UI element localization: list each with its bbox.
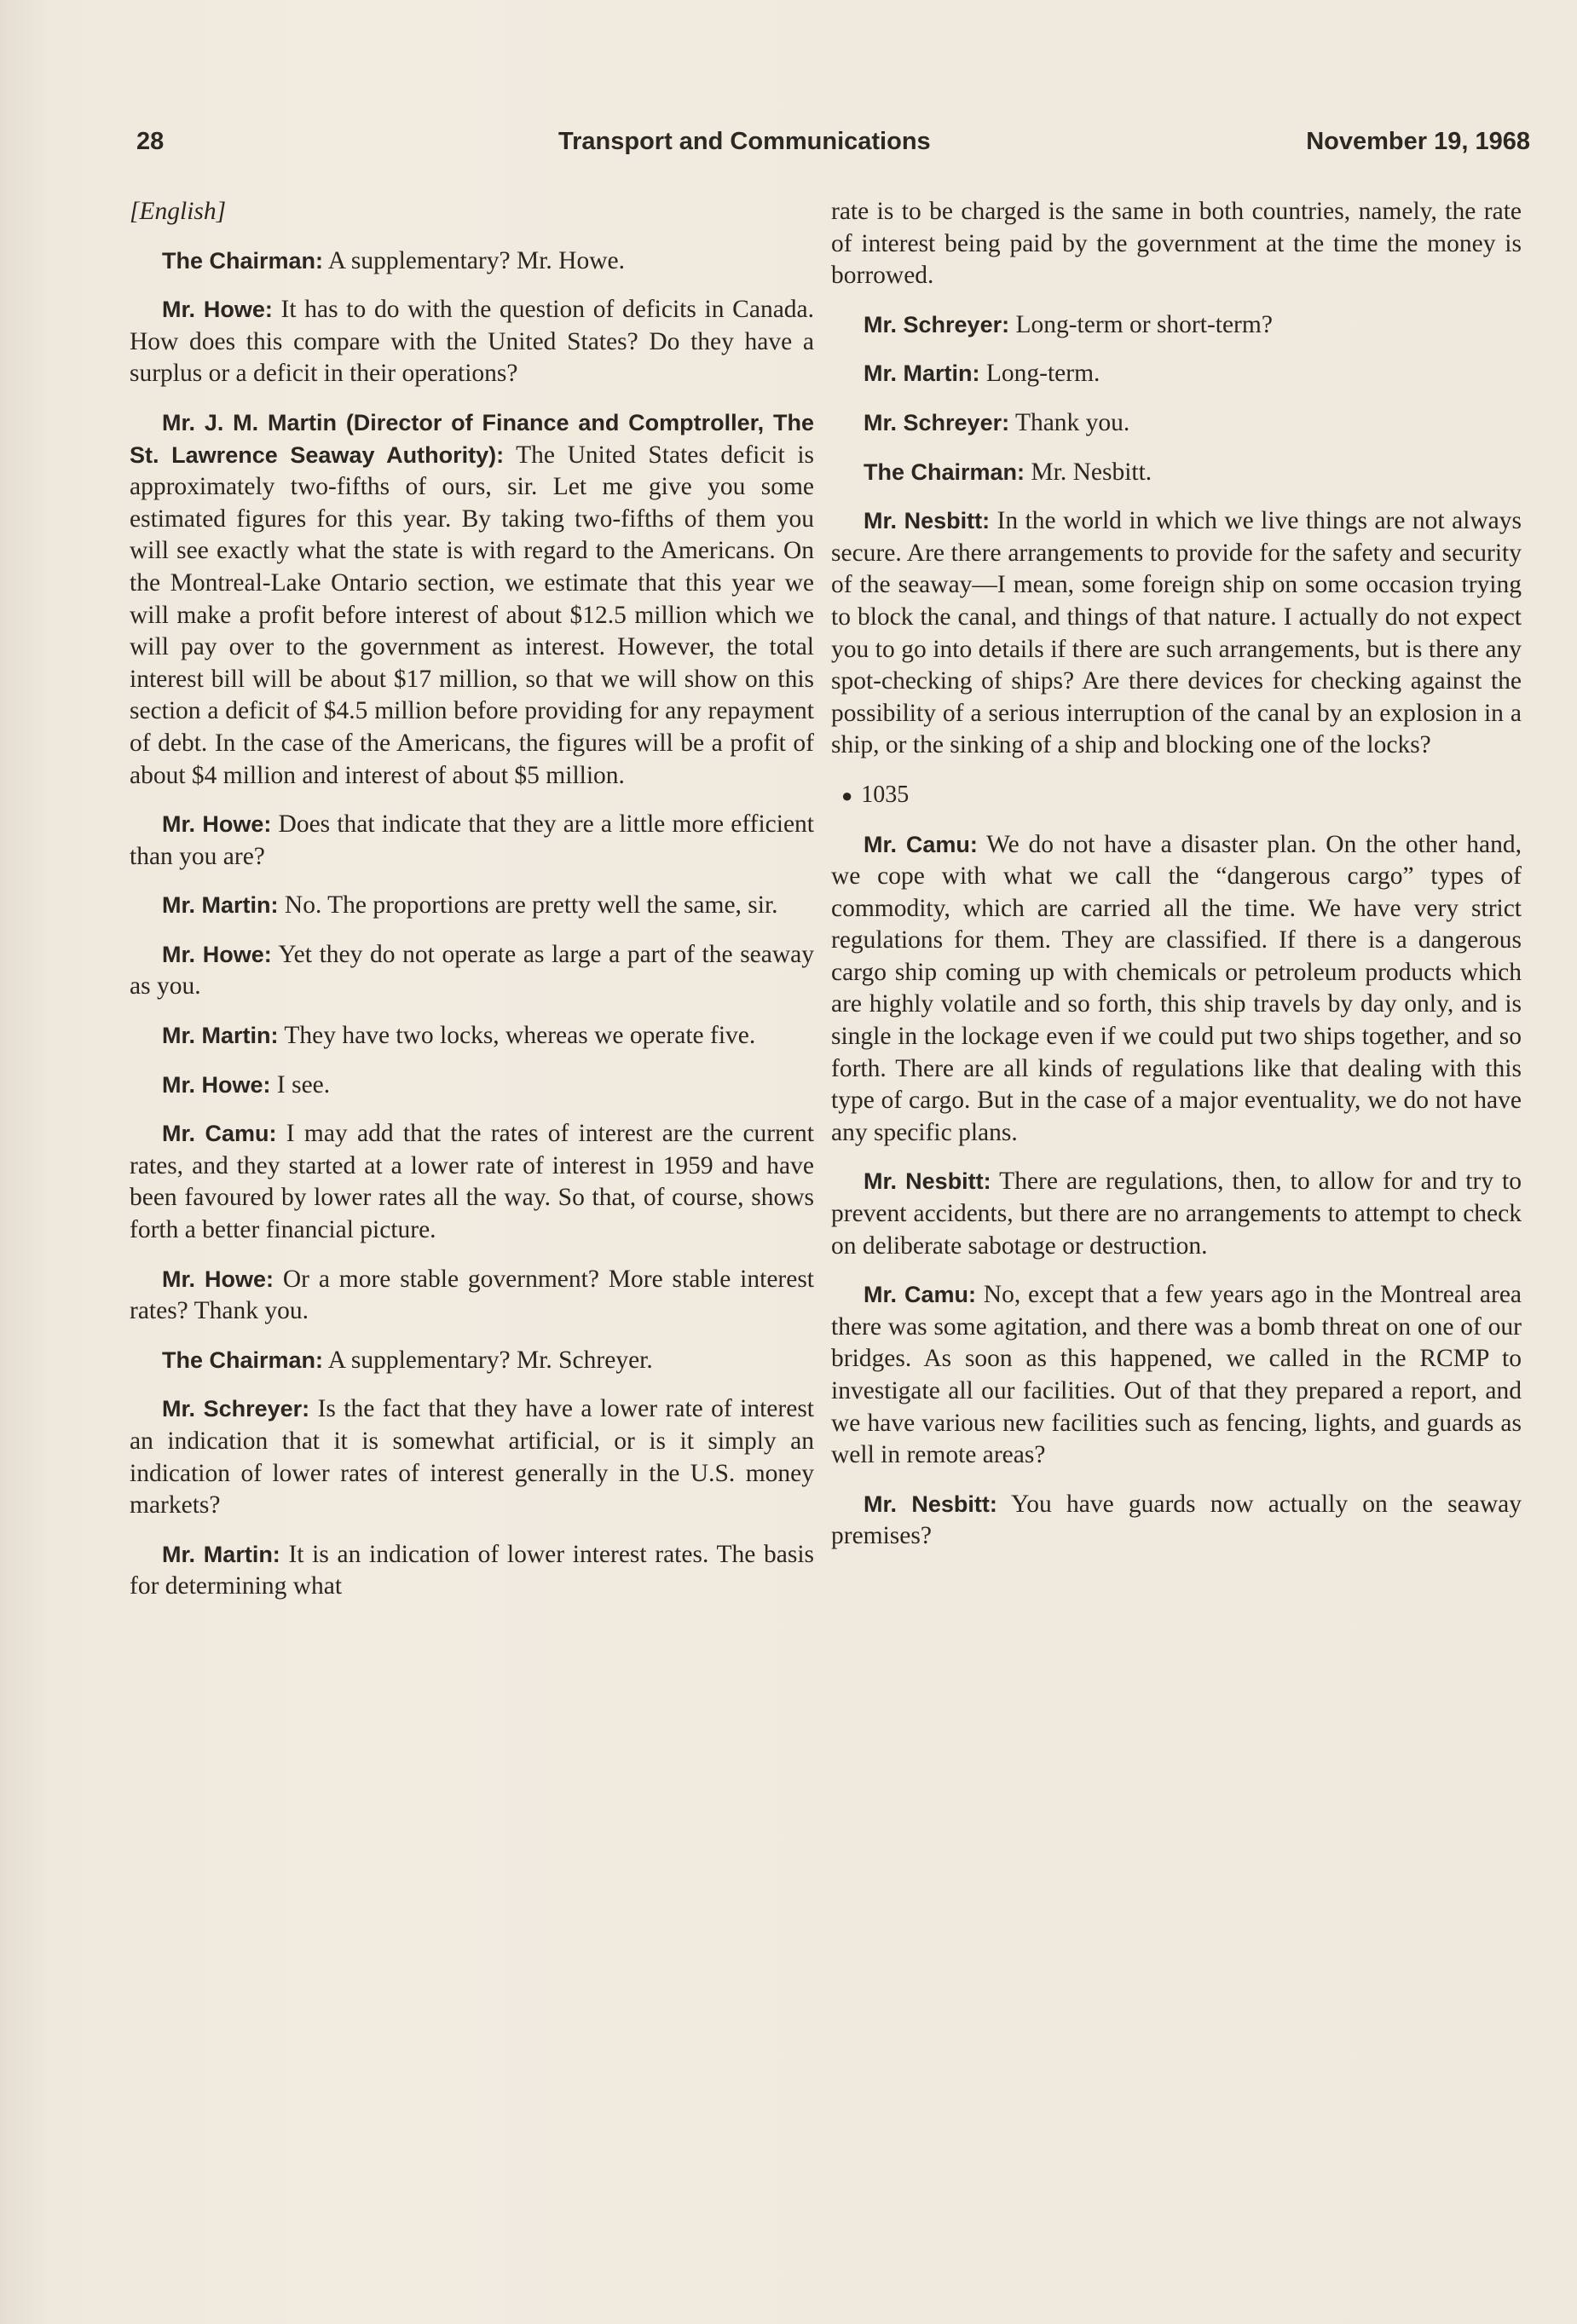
left-column	[130, 196, 814, 1620]
speech-text: Or a more stable government? More stable interest rates? Thank you.	[130, 1265, 815, 1325]
language-tag	[130, 196, 814, 228]
speech-text: rate is to be charged is the same in both countries, namely, the rate of interest being paid by the government at the time the money is borrowed.	[831, 198, 1522, 290]
speech-text: Yet they do not operate as large a part of the seaway as you.	[130, 940, 815, 1001]
speech-text: You have guards now actually on the seaway premises?	[831, 1490, 1522, 1550]
paragraph	[130, 294, 814, 390]
speaker-name: Mr. Howe:	[162, 941, 272, 967]
right-column	[831, 196, 1522, 1570]
speaker-name: Mr. Howe:	[162, 1071, 271, 1098]
speaker-name: Mr. Camu:	[864, 1282, 976, 1308]
paragraph	[130, 890, 814, 922]
paragraph	[130, 1118, 814, 1246]
page-number: 28	[136, 128, 165, 155]
language-tag-text: [English]	[130, 198, 227, 225]
speaker-name: Mr. Schreyer:	[864, 311, 1010, 337]
paragraph	[130, 809, 814, 873]
speaker-name: Mr. Nesbitt:	[864, 1168, 991, 1195]
speaker-name: Mr. Martin:	[162, 1023, 279, 1049]
paragraph	[130, 1393, 814, 1521]
speaker-name: Mr. Howe:	[162, 297, 273, 323]
speech-text: A supplementary? Mr. Howe.	[327, 246, 625, 274]
paragraph	[130, 1345, 814, 1377]
speaker-name: Mr. J. M. Martin (Director of Finance and Comptroller, The St. Lawrence Seaway Authority):	[130, 409, 814, 468]
paragraph	[130, 245, 814, 278]
speaker-name: Mr. Martin:	[864, 360, 980, 387]
speaker-name: Mr. Nesbitt:	[864, 1491, 997, 1517]
speaker-name: Mr. Howe:	[162, 1266, 274, 1292]
paragraph	[130, 1539, 814, 1603]
speech-text: A supplementary? Mr. Schreyer.	[327, 1346, 653, 1374]
speech-text: In the world in which we live things are not always secure. Are there arrangements to provide for the safety and security of the seaway—I mean, some foreign ship on some occasion trying to block the canal, and things of that nature. I actually do not expect you to go into details if there are such arrangements, but is there any spot-checking of ships? Are there devices for checking against the possibility of a serious interruption of the canal by an explosion in a ship, or the sinking of a ship and blocking one of the locks?	[831, 507, 1522, 759]
speech-text: We do not have a disaster plan. On the other hand, we cope with what we call the “dangerous cargo” types of commodity, which are carried all the time. We have very strict regulations for them. They are classified. If there is a dangerous cargo ship coming up with chemicals or petroleum products which are highly volatile and so forth, this ship travels by day only, and is single in the lockage even if we could put two ships together, and so forth. There are all kinds of regulations like that dealing with this type of cargo. But in the case of a major eventuality, we do not have any specific plans.	[831, 830, 1522, 1146]
speech-text: No, except that a few years ago in the Montreal area there was some agitation, and there was a bomb threat on one of our bridges. As soon as this happened, we called in the RCMP to investigate all our facilities. Out of that they prepared a report, and we have various new facilities such as fencing, lights, and guards as well in remote areas?	[831, 1281, 1522, 1469]
time-marker	[831, 779, 1522, 812]
speech-text: It is an indication of lower interest rates. The basis for determining what	[130, 1540, 814, 1600]
speaker-name: Mr. Camu:	[864, 831, 978, 857]
speaker-name: Mr. Martin:	[162, 1541, 280, 1567]
paragraph	[130, 1070, 814, 1102]
paragraph	[831, 1279, 1522, 1472]
paragraph	[831, 505, 1522, 762]
paragraph	[831, 358, 1522, 390]
speaker-name: Mr. Schreyer:	[864, 409, 1010, 435]
paragraph-continuation	[831, 196, 1522, 292]
speech-text: Is the fact that they have a lower rate of interest an indication that it is somewhat artificial, or is it simply an indication of lower rates of interest generally in the U.S. money markets?	[130, 1395, 814, 1520]
speech-text: I may add that the rates of interest are the current rates, and they started at a lower rate of interest in 1959 and have been favoured by lower rates all the way. So that, of course, shows forth a better financial picture.	[130, 1120, 814, 1244]
time-marker-text: 1035	[861, 781, 910, 808]
header-date: November 19, 1968	[1306, 128, 1530, 155]
speaker-name: The Chairman:	[162, 247, 324, 274]
speaker-name: Mr. Camu:	[162, 1121, 277, 1147]
paragraph	[130, 407, 814, 792]
paragraph	[831, 309, 1522, 342]
paragraph	[831, 1489, 1522, 1553]
speaker-name: Mr. Schreyer:	[162, 1396, 310, 1422]
speech-text: Does that indicate that they are a little more efficient than you are?	[130, 810, 814, 870]
speaker-name: Mr. Martin:	[162, 892, 279, 919]
speaker-name: The Chairman:	[162, 1347, 324, 1373]
page-header	[136, 128, 1530, 162]
speech-text: Long-term or short-term?	[1015, 310, 1273, 338]
speech-text: Long-term.	[985, 360, 1100, 388]
speaker-name: The Chairman:	[864, 458, 1025, 485]
speech-text: They have two locks, whereas we operate five.	[284, 1022, 756, 1050]
paragraph	[130, 1020, 814, 1052]
paragraph	[831, 829, 1522, 1150]
speech-text: Mr. Nesbitt.	[1031, 458, 1152, 486]
paragraph	[831, 457, 1522, 489]
speech-text: No. The proportions are pretty well the same, sir.	[284, 891, 778, 920]
speech-text: There are regulations, then, to allow for and try to prevent accidents, but there are no arrangements to attempt to check on deliberate sabotage or destruction.	[831, 1168, 1522, 1260]
speech-text: I see.	[276, 1070, 331, 1099]
speech-text: Thank you.	[1014, 408, 1130, 436]
speech-text: The United States deficit is approximately two-fifths of ours, sir. Let me give you some estimated figures for this year. By taking two-fifths of them you will see exactly what the state is with regard to the Americans. On the Montreal-Lake Ontario section, we estimate that this year we will make a profit before interest of about $12.5 million which we will pay over to the government as interest. However, the total interest bill will be about $17 million, so that we will show on this section a deficit of $4.5 million before providing for any repayment of debt. In the case of the Americans, the figures will be a profit of about $4 million and interest of about $5 million.	[130, 441, 814, 789]
running-title: Transport and Communications	[558, 128, 931, 155]
paragraph	[831, 407, 1522, 440]
paragraph	[831, 1166, 1522, 1262]
bullet-icon: ●	[841, 784, 853, 806]
speaker-name: Mr. Howe:	[162, 811, 272, 838]
paragraph	[130, 1264, 814, 1328]
paragraph	[130, 939, 814, 1003]
speaker-name: Mr. Nesbitt:	[864, 508, 991, 534]
speech-text: It has to do with the question of deficits in Canada. How does this compare with the United States? Do they have a surplus or a deficit in their operations?	[130, 296, 814, 388]
